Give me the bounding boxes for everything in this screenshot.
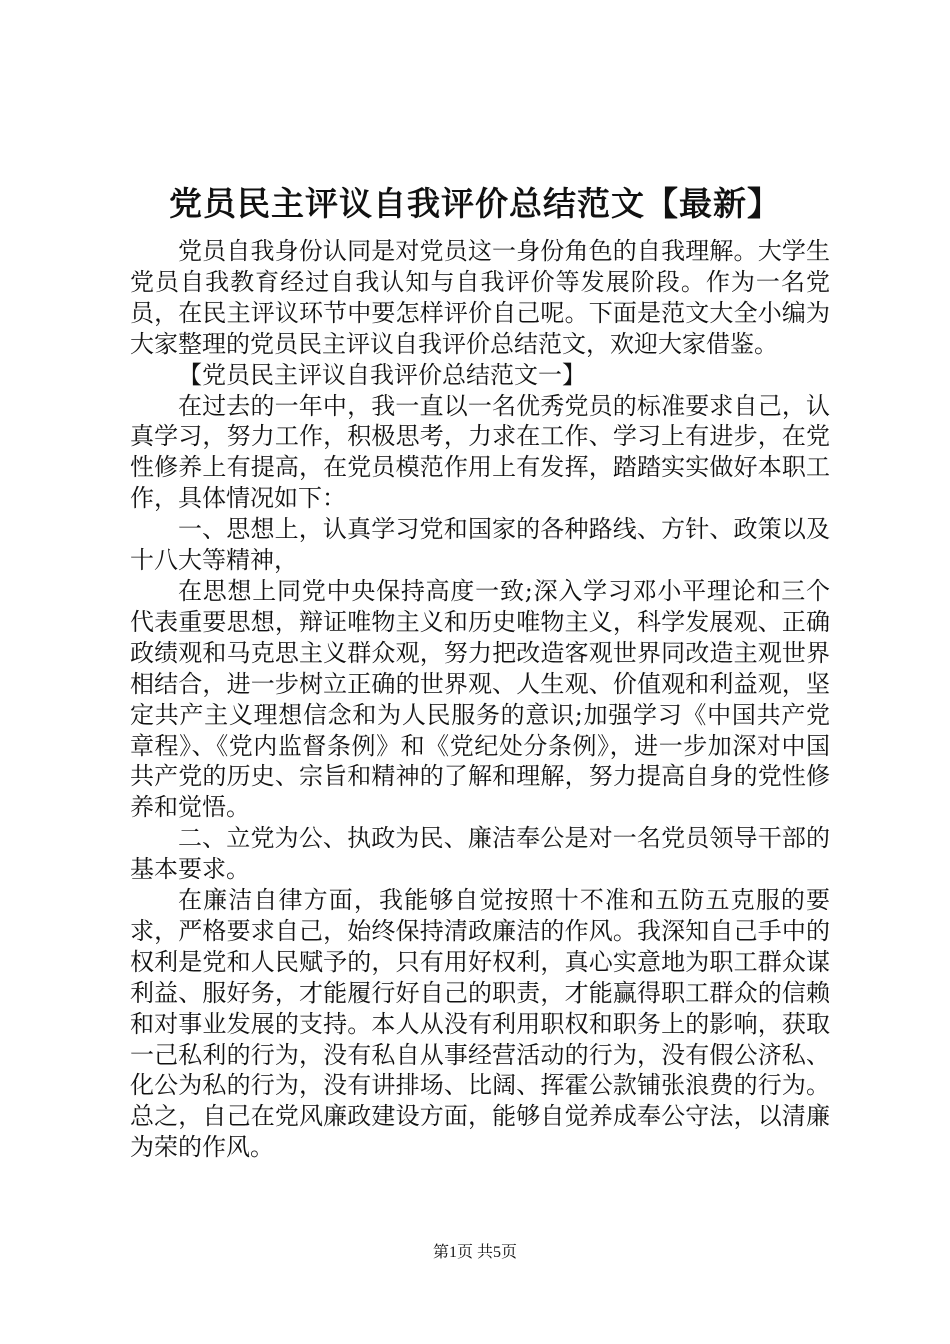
paragraph-point-one: 一、思想上，认真学习党和国家的各种路线、方针、政策以及十八大等精神， (130, 515, 830, 575)
paragraph-thought: 在思想上同党中央保持高度一致;深入学习邓小平理论和三个代表重要思想，辩证唯物主义和历史唯物主义，科学发展观、正确政绩观和马克思主义群众观，努力把改造客观世界同改造主观世界相结合，进一步树立正确的世界观、人生观、价值观和利益观，坚定共产主义理想信念和为人民服务的意识;加强学习《中国共产党章程》、《党内监督条例》和《党纪处分条例》，进一步加深对中国共产党的历史、宗旨和精神的了解和理解，努力提高自身的党性修养和觉悟。 (130, 576, 830, 822)
paragraph-overview: 在过去的一年中，我一直以一名优秀党员的标准要求自己，认真学习，努力工作，积极思考，力求在工作、学习上有进步，在党性修养上有提高，在党员模范作用上有发挥，踏踏实实做好本职工作，具体情况如下： (130, 391, 830, 513)
document-title: 党员民主评议自我评价总结范文【最新】 (169, 184, 781, 223)
paragraph-integrity: 在廉洁自律方面，我能够自觉按照十不准和五防五克服的要求，严格要求自己，始终保持清政廉洁的作风。我深知自己手中的权利是党和人民赋予的，只有用好权利，真心实意地为职工群众谋利益、服好务，才能履行好自己的职责，才能赢得职工群众的信赖和对事业发展的支持。本人从没有利用职权和职务上的影响，获取一己私利的行为，没有私自从事经营活动的行为，没有假公济私、化公为私的行为，没有讲排场、比阔、挥霍公款铺张浪费的行为。总之，自己在党风廉政建设方面，能够自觉养成奉公守法，以清廉为荣的作风。 (130, 886, 830, 1162)
paragraph-point-two: 二、立党为公、执政为民、廉洁奉公是对一名党员领导干部的基本要求。 (130, 824, 830, 884)
paragraph-section-heading: 【党员民主评议自我评价总结范文一】 (178, 360, 586, 389)
page-number-footer: 第1页 共5页 (432, 1244, 517, 1261)
paragraph-intro: 党员自我身份认同是对党员这一身份角色的自我理解。大学生党员自我教育经过自我认知与自我评价等发展阶段。作为一名党员，在民主评议环节中要怎样评价自己呢。下面是范文大全小编为大家整理的党员民主评议自我评价总结范文，欢迎大家借鉴。 (130, 237, 830, 358)
document-body (130, 236, 830, 1163)
